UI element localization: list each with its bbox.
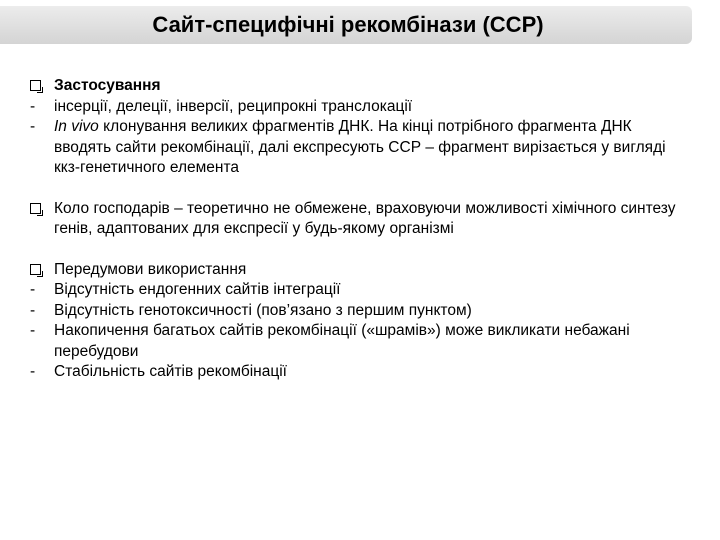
dash-marker: - bbox=[30, 363, 36, 380]
dash-marker: - bbox=[30, 281, 36, 298]
list-item bbox=[30, 117, 692, 179]
section-host-range bbox=[30, 199, 692, 240]
bullet-box-icon bbox=[30, 76, 54, 91]
list-item-text: Відсутність ендогенних сайтів інтеграції bbox=[54, 281, 341, 298]
list-item bbox=[30, 321, 692, 362]
bullet-box-icon bbox=[30, 260, 54, 275]
section-heading-row bbox=[30, 76, 692, 97]
section-heading: Застосування bbox=[54, 77, 161, 94]
dash-marker: - bbox=[30, 322, 36, 339]
section-heading: Передумови використання bbox=[54, 260, 247, 278]
dash-marker: - bbox=[30, 97, 36, 115]
bullet-box-icon bbox=[30, 199, 54, 214]
list-item bbox=[30, 97, 692, 118]
dash-marker: - bbox=[30, 301, 36, 319]
dash-marker: - bbox=[30, 118, 36, 135]
section-heading-row bbox=[30, 260, 692, 281]
list-item bbox=[30, 280, 692, 301]
list-item bbox=[30, 301, 692, 322]
list-item-text: Стабільність сайтів рекомбінації bbox=[54, 363, 287, 380]
title-bar bbox=[0, 6, 692, 44]
list-item-rest: клонування великих фрагментів ДНК. На кінці потрібного фрагмента ДНК вводять сайти рекомбінації, далі експресують ССР – фрагмент вирізається у вигляді ккз-генетичного елемента bbox=[54, 118, 666, 176]
section-heading: Коло господарів – теоретично не обмежене, враховуючи можливості хімічного синтезу генів, адаптованих для експресії у будь-якому організмі bbox=[54, 199, 676, 237]
list-item-text: інсерції, делеції, інверсії, реципрокні транслокації bbox=[54, 97, 413, 115]
list-item-text: Накопичення багатьох сайтів рекомбінації («шрамів») може викликати небажані перебудови bbox=[54, 322, 630, 360]
section-applications bbox=[30, 76, 692, 179]
italic-term: In vivo bbox=[54, 118, 99, 135]
slide-content bbox=[30, 76, 692, 383]
list-item-text: Відсутність генотоксичності (пов’язано з першим пунктом) bbox=[54, 301, 472, 319]
list-item-text bbox=[54, 117, 692, 179]
section-heading-row bbox=[30, 199, 692, 240]
list-item bbox=[30, 362, 692, 383]
section-prerequisites bbox=[30, 260, 692, 383]
slide-title: Сайт-специфічні рекомбінази (ССР) bbox=[152, 12, 544, 37]
